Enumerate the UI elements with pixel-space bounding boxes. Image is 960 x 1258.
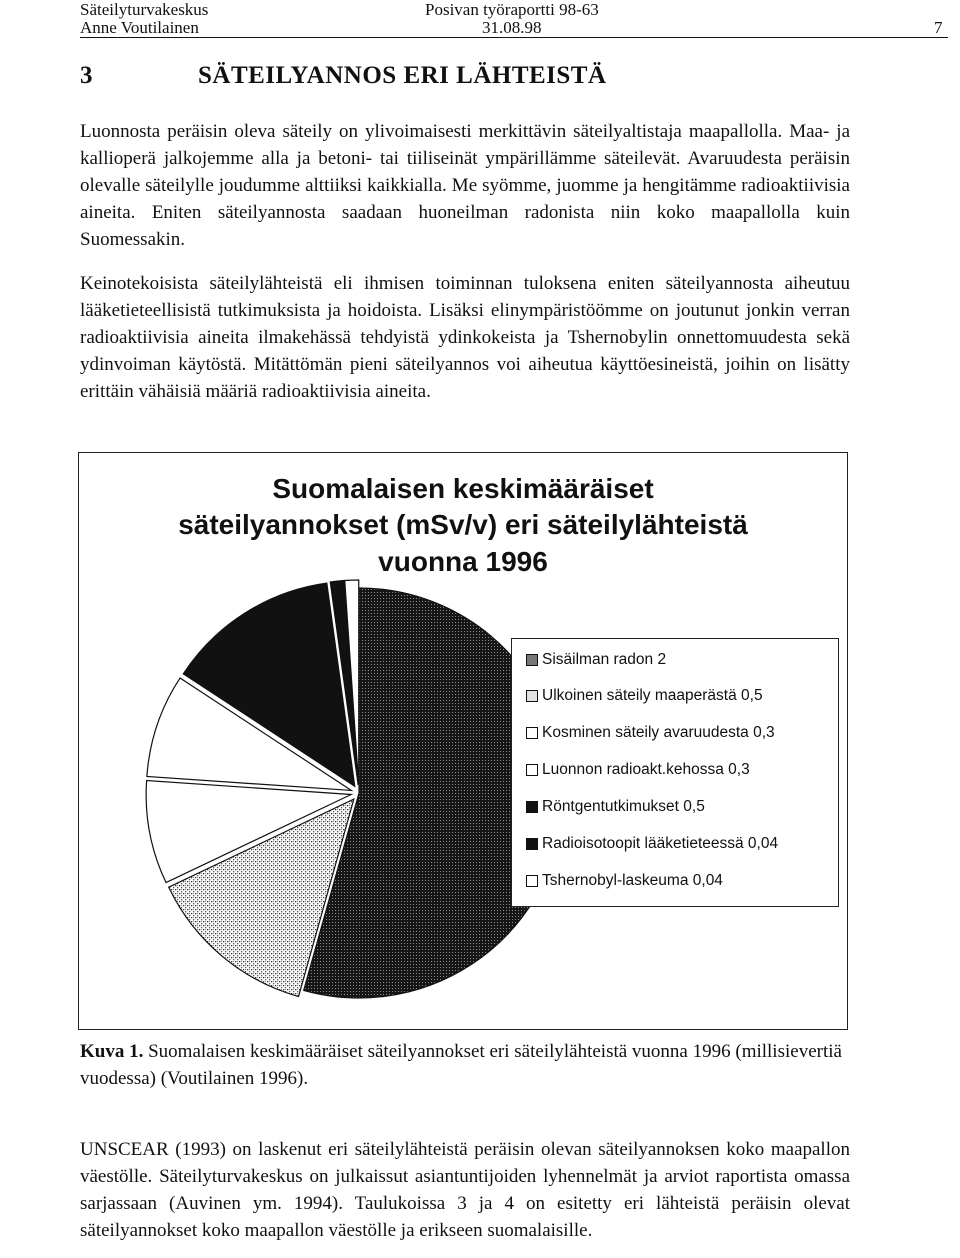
header-page-number: 7: [934, 18, 943, 37]
legend-item-xray: [526, 798, 705, 816]
paragraph-2: Keinotekoisista säteilylähteistä eli ihmisen toiminnan tuloksena eniten säteilyannosta aiheutuu lääketieteellisistä tutkimuksista ja hoidoista. Lisäksi elinympäristöömme on joutunut jonkin verran radioaktiivisia aineita ilmakehässä tehdyistä ydinkokeista ja Tshernobylin onnettomuudesta sekä ydinvoiman käytöstä. Mitättömän pieni säteilyannos voi aiheutua käyttöesineistä, joihin on lisätty erittäin vähäisiä määriä radioaktiivisia aineita.: [80, 273, 850, 402]
legend-label-chernobyl: Tshernobyl-laskeuma 0,04: [542, 872, 723, 889]
legend-item-cosmic: [526, 724, 775, 742]
figure-chart: [78, 452, 848, 1030]
legend-label-isotopes: Radioisotoopit lääketieteessä 0,04: [542, 835, 779, 852]
figure-caption: [80, 1038, 850, 1092]
header-date: 31.08.98: [482, 18, 542, 37]
legend-swatch-isotopes: [526, 838, 538, 850]
header-org: Säteilyturvakeskus: [80, 0, 209, 19]
header-rule: [80, 37, 948, 38]
legend-label-xray: Röntgentutkimukset 0,5: [542, 798, 705, 815]
legend-label-ground: Ulkoinen säteily maaperästä 0,5: [542, 687, 763, 704]
paragraph-3: UNSCEAR (1993) on laskenut eri säteilylähteistä peräisin olevan säteilyannoksen koko maapallon väestölle. Säteilyturvakeskus on julkaissut asiantuntijoiden lyhennelmät ja arviot raportista omassa sarjassaan (Auvinen ym. 1994). Taulukoissa 3 ja 4 on esitetty eri lähteistä peräisin olevat säteilyannokset koko maapallon väestölle ja erikseen suomalaisille.: [80, 1139, 850, 1241]
chart-title-line-1: Suomalaisen keskimääräiset: [272, 473, 654, 504]
legend-label-body: Luonnon radioakt.kehossa 0,3: [542, 761, 750, 778]
section-title: SÄTEILYANNOS ERI LÄHTEISTÄ: [198, 62, 607, 89]
paragraph-1: Luonnosta peräisin oleva säteily on ylivoimaisesti merkittävin säteilyaltistaja maapallolla. Maa- ja kallioperä jalkojemme alla ja betoni- tai tiiliseinät ympärillämme säteilevät. Avaruudesta peräisin olevalle säteilylle joudumme alttiiksi kaikkialla. Me syömme, juomme ja hengitämme radioaktiivisia aineita. Eniten säteilyannosta saadaan huoneilman radonista niin koko maapallolla kuin Suomessakin.: [80, 121, 850, 250]
header-report: Posivan työraportti 98-63: [425, 0, 599, 19]
legend-item-radon: [526, 651, 666, 669]
legend-swatch-chernobyl: [526, 875, 538, 887]
legend-label-cosmic: Kosminen säteily avaruudesta 0,3: [542, 724, 775, 741]
legend-item-isotopes: [526, 835, 778, 853]
legend-item-body: [526, 761, 750, 779]
section-heading: [80, 62, 607, 90]
legend-item-ground: [526, 687, 763, 705]
legend-label-radon: Sisäilman radon 2: [542, 651, 667, 668]
chart-legend: [511, 638, 839, 907]
legend-swatch-radon: [526, 654, 538, 666]
section-number: 3: [80, 62, 93, 89]
legend-item-chernobyl: [526, 872, 723, 890]
chart-title-line-3: vuonna 1996: [378, 546, 548, 577]
legend-swatch-xray: [526, 801, 538, 813]
legend-swatch-cosmic: [526, 727, 538, 739]
legend-swatch-body: [526, 764, 538, 776]
chart-title-line-2: säteilyannokset (mSv/v) eri säteilylähteistä: [178, 509, 748, 540]
caption-text: Suomalaisen keskimääräiset säteilyannokset eri säteilylähteistä vuonna 1996 (millisievertiä vuodessa) (Voutilainen 1996).: [80, 1041, 842, 1089]
header-author: Anne Voutilainen: [80, 18, 199, 37]
caption-label: Kuva 1.: [80, 1041, 144, 1062]
legend-swatch-ground: [526, 690, 538, 702]
